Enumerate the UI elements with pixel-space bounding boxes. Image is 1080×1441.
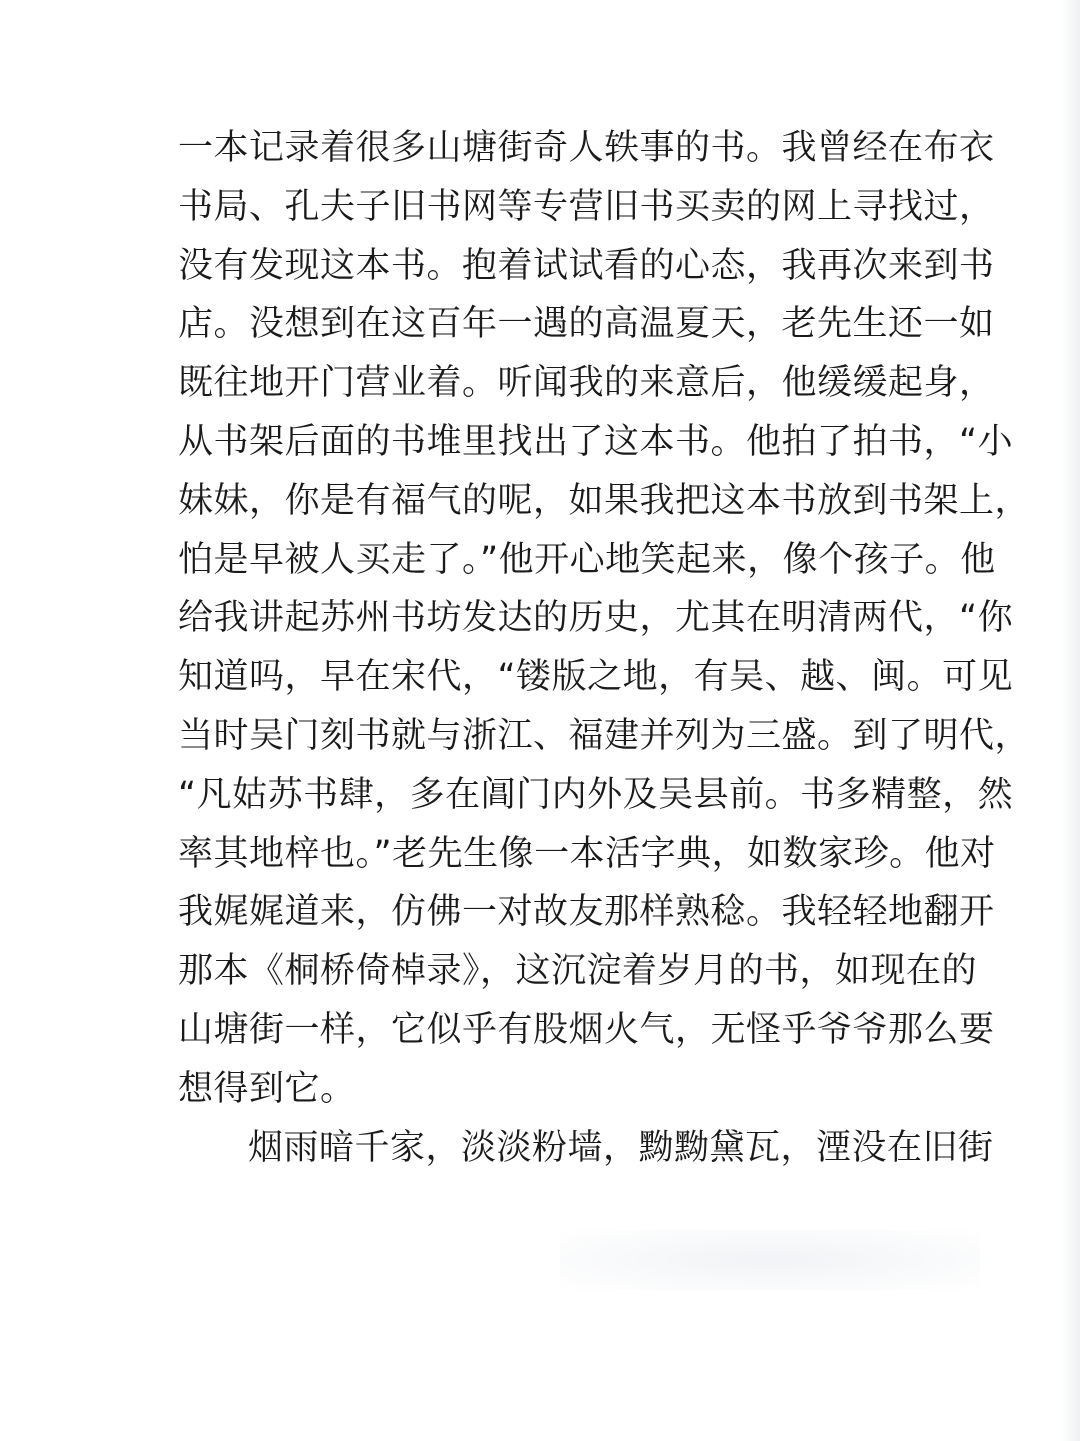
text-line: 想得到它。 [178,1068,356,1109]
text-line: 我娓娓道来，仿佛一对故友那样熟稔。我轻轻地翻开 [178,892,995,933]
text-line: 山塘街一样，它似乎有股烟火气，无怪乎爷爷那么要 [178,1009,995,1050]
text-line: 知道吗，早在宋代，“镂版之地，有吴、越、闽。可见 [178,657,1014,698]
text-line: 既往地开门营业着。听闻我的来意后，他缓缓起身， [178,363,995,404]
text-line: 当时吴门刻书就与浙江、福建并列为三盛。到了明代， [178,715,1031,756]
text-line: 店。没想到在这百年一遇的高温夏天，老先生还一如 [178,304,995,345]
text-line: 从书架后面的书堆里找出了这本书。他拍了拍书，“小 [178,421,1014,462]
article-text [178,119,1031,1177]
text-line: 没有发现这本书。抱着试试看的心态，我再次来到书 [178,245,995,286]
text-line: “凡姑苏书肆，多在阊门内外及吴县前。书多精整，然 [178,774,1014,815]
next-paragraph-line: 烟雨暗千家，淡淡粉墙，黝黝黛瓦，湮没在旧街 [248,1127,994,1168]
text-line: 妹妹，你是有福气的呢，如果我把这本书放到书架上， [178,480,1031,521]
blur-overlay [560,1230,980,1290]
text-line: 那本《桐桥倚棹录》，这沉淀着岁月的书，如现在的 [178,951,978,992]
page-edge-shadow [1062,0,1080,1441]
text-line: 给我讲起苏州书坊发达的历史，尤其在明清两代，“你 [178,598,1014,639]
text-line: 一本记录着很多山塘街奇人轶事的书。我曾经在布衣 [178,128,995,168]
text-line: 怕是早被人买走了。”他开心地笑起来，像个孩子。他 [178,539,996,580]
text-line: 书局、孔夫子旧书网等专营旧书买卖的网上寻找过， [178,186,995,227]
text-line: 率其地梓也。”老先生像一本活字典，如数家珍。他对 [178,833,996,874]
